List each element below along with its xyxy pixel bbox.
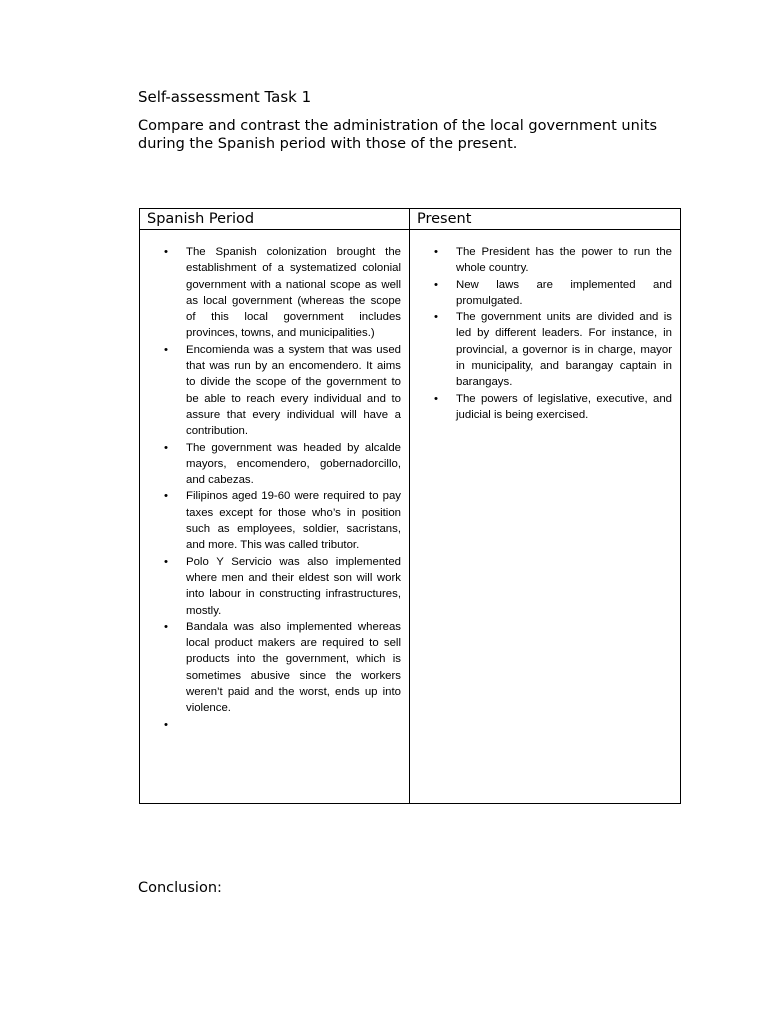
list-item [140,717,409,733]
spanish-period-cell [140,230,410,804]
header-spanish-period: Spanish Period [140,209,410,230]
task-title: Self-assessment Task 1 [138,88,312,106]
list-item [140,342,409,440]
conclusion-label: Conclusion: [138,880,222,896]
bullet-icon: • [434,246,438,258]
list-item [140,488,409,553]
list-item-text: Encomienda was a system that was used that was run by an encomendero. It aims to divide the scope of the government to be able to reach every individual and to assure that every individual will have a contribution. [186,343,401,438]
list-item-text: Polo Y Servicio was also implemented where men and their eldest son will work into labour in constructing infrastructures, mostly. [186,555,401,617]
header-present: Present [410,209,681,230]
bullet-icon: • [164,343,168,356]
list-item [140,554,409,619]
present-cell [410,230,681,804]
bullet-icon: • [164,555,168,568]
list-item [140,619,409,717]
list-item-text: The powers of legislative, executive, and judicial is being exercised. [456,392,672,421]
list-item-text: The President has the power to run the whole country. [456,246,672,275]
bullet-icon: • [164,718,168,731]
list-item [410,309,680,390]
list-item [140,440,409,489]
list-item-text: The government was headed by alcalde mayors, encomendero, gobernadorcillo, and cabezas. [186,441,401,487]
bullet-icon: • [434,278,438,291]
list-item [140,244,409,342]
list-item [410,277,680,310]
list-item-text: Bandala was also implemented whereas local product makers are required to sell products into the government, which is sometimes abusive since the workers weren’t paid and the worst, ends up into violence. [186,620,401,715]
list-item [410,244,680,277]
present-list [410,244,680,423]
list-item [410,391,680,424]
bullet-icon: • [164,246,168,258]
task-instructions: Compare and contrast the administration of the local government units during the Spanish period with those of the present. [138,118,658,152]
bullet-icon: • [434,311,438,324]
list-item-text [186,719,189,731]
list-item-text: Filipinos aged 19-60 were required to pay taxes except for those who’s in position such as employees, soldier, sacristans, and more. This was called tributor. [186,490,401,552]
list-item-text: The government units are divided and is led by different leaders. For instance, in provincial, a governor is in charge, mayor in municipality, and barangay captain in barangays. [456,311,672,389]
spanish-period-list [140,244,409,733]
bullet-icon: • [434,392,438,405]
table-body-row [140,230,681,804]
list-item-text: The Spanish colonization brought the establishment of a systematized colonial government with a national scope as well as local government (whereas the scope of this local government includes provinces, towns, and municipalities.) [186,246,401,340]
bullet-icon: • [164,620,168,633]
bullet-icon: • [164,490,168,503]
table-header-row [140,209,681,230]
bullet-icon: • [164,441,168,454]
list-item-text: New laws are implemented and promulgated. [456,278,672,307]
comparison-table [139,208,681,804]
